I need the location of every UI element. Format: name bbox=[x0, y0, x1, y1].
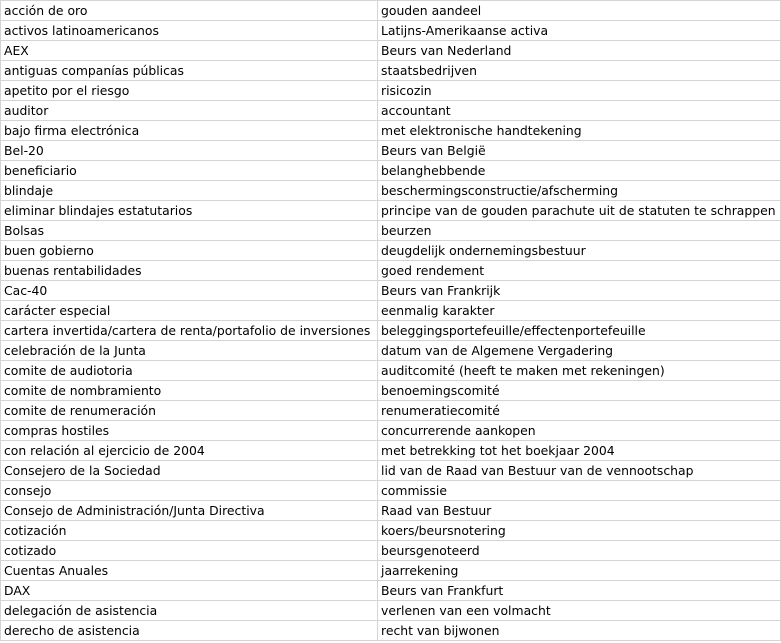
cell-spanish-term[interactable]: Consejo de Administración/Junta Directiva bbox=[1, 501, 378, 521]
table-row bbox=[1, 541, 781, 561]
table-row bbox=[1, 61, 781, 81]
cell-spanish-term[interactable]: eliminar blindajes estatutarios bbox=[1, 201, 378, 221]
cell-spanish-term[interactable]: Consejero de la Sociedad bbox=[1, 461, 378, 481]
table-row bbox=[1, 181, 781, 201]
cell-dutch-term[interactable]: benoemingscomité bbox=[378, 381, 781, 401]
cell-dutch-term[interactable]: beschermingsconstructie/afscherming bbox=[378, 181, 781, 201]
cell-spanish-term[interactable]: comite de renumeración bbox=[1, 401, 378, 421]
cell-dutch-term[interactable]: datum van de Algemene Vergadering bbox=[378, 341, 781, 361]
table-row bbox=[1, 41, 781, 61]
cell-spanish-term[interactable]: celebración de la Junta bbox=[1, 341, 378, 361]
cell-spanish-term[interactable]: consejo bbox=[1, 481, 378, 501]
cell-spanish-term[interactable]: cartera invertida/cartera de renta/portafolio de inversiones bbox=[1, 321, 378, 341]
cell-spanish-term[interactable]: Bolsas bbox=[1, 221, 378, 241]
cell-dutch-term[interactable]: lid van de Raad van Bestuur van de vennootschap bbox=[378, 461, 781, 481]
cell-dutch-term[interactable]: belanghebbende bbox=[378, 161, 781, 181]
table-row bbox=[1, 81, 781, 101]
cell-spanish-term[interactable]: con relación al ejercicio de 2004 bbox=[1, 441, 378, 461]
cell-dutch-term[interactable]: Beurs van Frankrijk bbox=[378, 281, 781, 301]
table-row bbox=[1, 21, 781, 41]
cell-spanish-term[interactable]: buen gobierno bbox=[1, 241, 378, 261]
cell-dutch-term[interactable]: renumeratiecomité bbox=[378, 401, 781, 421]
table-row bbox=[1, 341, 781, 361]
cell-spanish-term[interactable]: blindaje bbox=[1, 181, 378, 201]
cell-spanish-term[interactable]: Bel-20 bbox=[1, 141, 378, 161]
cell-spanish-term[interactable]: bajo firma electrónica bbox=[1, 121, 378, 141]
cell-spanish-term[interactable]: comite de nombramiento bbox=[1, 381, 378, 401]
table-row bbox=[1, 621, 781, 641]
cell-spanish-term[interactable]: AEX bbox=[1, 41, 378, 61]
cell-dutch-term[interactable]: Beurs van België bbox=[378, 141, 781, 161]
table-row bbox=[1, 101, 781, 121]
table-row bbox=[1, 401, 781, 421]
table-row bbox=[1, 201, 781, 221]
cell-dutch-term[interactable]: Beurs van Nederland bbox=[378, 41, 781, 61]
cell-dutch-term[interactable]: jaarrekening bbox=[378, 561, 781, 581]
cell-spanish-term[interactable]: delegación de asistencia bbox=[1, 601, 378, 621]
cell-dutch-term[interactable]: Beurs van Frankfurt bbox=[378, 581, 781, 601]
cell-dutch-term[interactable]: Latijns-Amerikaanse activa bbox=[378, 21, 781, 41]
cell-spanish-term[interactable]: antiguas companías públicas bbox=[1, 61, 378, 81]
cell-dutch-term[interactable]: met betrekking tot het boekjaar 2004 bbox=[378, 441, 781, 461]
cell-dutch-term[interactable]: concurrerende aankopen bbox=[378, 421, 781, 441]
cell-dutch-term[interactable]: met elektronische handtekening bbox=[378, 121, 781, 141]
table-row bbox=[1, 441, 781, 461]
cell-spanish-term[interactable]: carácter especial bbox=[1, 301, 378, 321]
cell-dutch-term[interactable]: beleggingsportefeuille/effectenportefeuille bbox=[378, 321, 781, 341]
cell-dutch-term[interactable]: principe van de gouden parachute uit de statuten te schrappen bbox=[378, 201, 781, 221]
cell-dutch-term[interactable]: risicozin bbox=[378, 81, 781, 101]
cell-dutch-term[interactable]: recht van bijwonen bbox=[378, 621, 781, 641]
table-row bbox=[1, 581, 781, 601]
table-row bbox=[1, 481, 781, 501]
cell-spanish-term[interactable]: derecho de asistencia bbox=[1, 621, 378, 641]
table-row bbox=[1, 381, 781, 401]
table-row bbox=[1, 561, 781, 581]
cell-spanish-term[interactable]: activos latinoamericanos bbox=[1, 21, 378, 41]
table-row bbox=[1, 521, 781, 541]
cell-dutch-term[interactable]: commissie bbox=[378, 481, 781, 501]
table-row bbox=[1, 1, 781, 21]
table-row bbox=[1, 261, 781, 281]
cell-spanish-term[interactable]: cotización bbox=[1, 521, 378, 541]
cell-spanish-term[interactable]: Cuentas Anuales bbox=[1, 561, 378, 581]
table-row bbox=[1, 241, 781, 261]
table-row bbox=[1, 301, 781, 321]
cell-spanish-term[interactable]: comite de audiotoria bbox=[1, 361, 378, 381]
table-row bbox=[1, 321, 781, 341]
table-row bbox=[1, 161, 781, 181]
cell-dutch-term[interactable]: eenmalig karakter bbox=[378, 301, 781, 321]
table-row bbox=[1, 601, 781, 621]
table-row bbox=[1, 281, 781, 301]
cell-spanish-term[interactable]: DAX bbox=[1, 581, 378, 601]
table-row bbox=[1, 461, 781, 481]
cell-dutch-term[interactable]: gouden aandeel bbox=[378, 1, 781, 21]
cell-dutch-term[interactable]: Raad van Bestuur bbox=[378, 501, 781, 521]
cell-dutch-term[interactable]: auditcomité (heeft te maken met rekeningen) bbox=[378, 361, 781, 381]
cell-spanish-term[interactable]: apetito por el riesgo bbox=[1, 81, 378, 101]
cell-spanish-term[interactable]: Cac-40 bbox=[1, 281, 378, 301]
cell-dutch-term[interactable]: accountant bbox=[378, 101, 781, 121]
table-row bbox=[1, 221, 781, 241]
cell-dutch-term[interactable]: deugdelijk ondernemingsbestuur bbox=[378, 241, 781, 261]
table-row bbox=[1, 361, 781, 381]
cell-spanish-term[interactable]: compras hostiles bbox=[1, 421, 378, 441]
cell-spanish-term[interactable]: auditor bbox=[1, 101, 378, 121]
cell-dutch-term[interactable]: verlenen van een volmacht bbox=[378, 601, 781, 621]
table-row bbox=[1, 141, 781, 161]
table-row bbox=[1, 421, 781, 441]
cell-dutch-term[interactable]: koers/beursnotering bbox=[378, 521, 781, 541]
cell-dutch-term[interactable]: beurzen bbox=[378, 221, 781, 241]
cell-spanish-term[interactable]: cotizado bbox=[1, 541, 378, 561]
cell-dutch-term[interactable]: goed rendement bbox=[378, 261, 781, 281]
table-row bbox=[1, 501, 781, 521]
cell-dutch-term[interactable]: beursgenoteerd bbox=[378, 541, 781, 561]
cell-spanish-term[interactable]: acción de oro bbox=[1, 1, 378, 21]
table-row bbox=[1, 121, 781, 141]
cell-spanish-term[interactable]: buenas rentabilidades bbox=[1, 261, 378, 281]
cell-spanish-term[interactable]: beneficiario bbox=[1, 161, 378, 181]
cell-dutch-term[interactable]: staatsbedrijven bbox=[378, 61, 781, 81]
